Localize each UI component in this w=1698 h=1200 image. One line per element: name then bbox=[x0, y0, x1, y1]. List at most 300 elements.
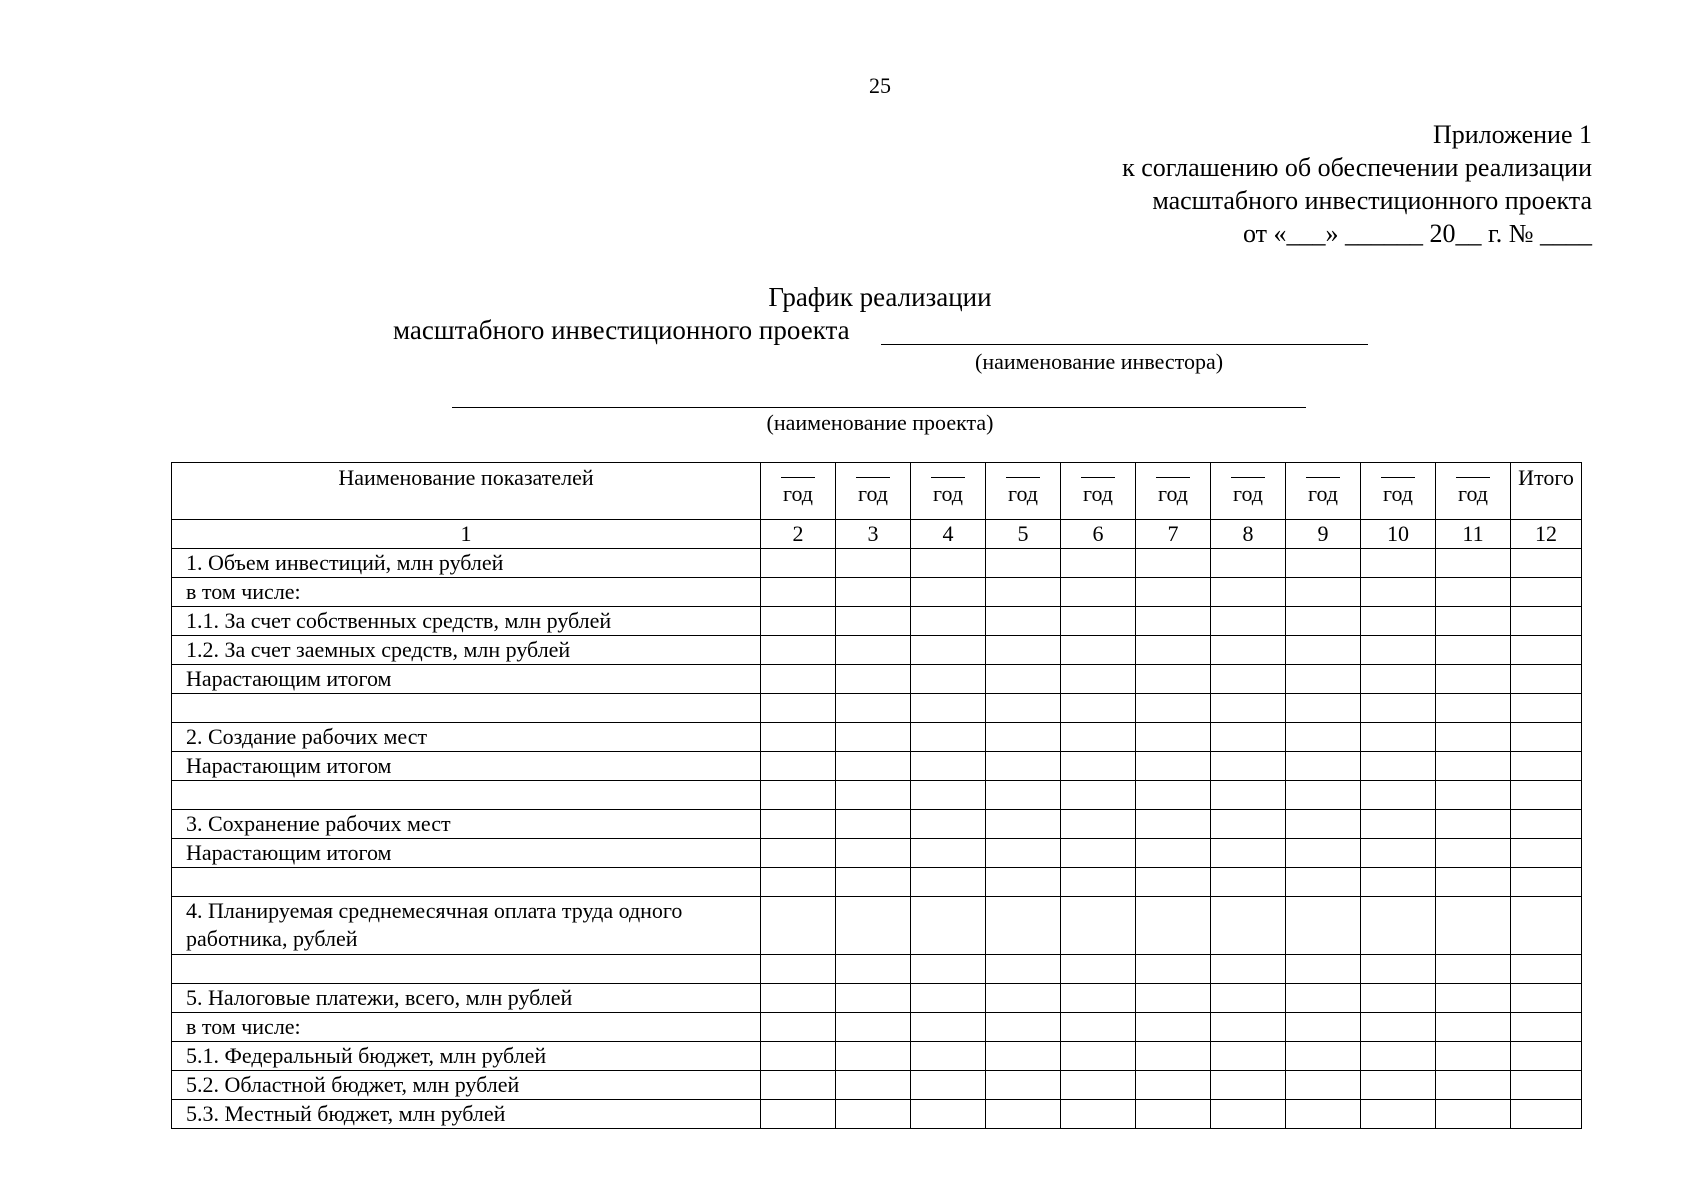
year-value-cell bbox=[1061, 897, 1136, 955]
year-value-cell bbox=[986, 549, 1061, 578]
year-value-cell bbox=[1136, 723, 1211, 752]
column-number: 10 bbox=[1361, 520, 1436, 549]
year-value-cell bbox=[1286, 1013, 1361, 1042]
total-cell bbox=[1511, 1100, 1582, 1129]
year-value-cell bbox=[911, 578, 986, 607]
year-label: год bbox=[1232, 481, 1264, 506]
year-value-cell bbox=[1061, 1013, 1136, 1042]
year-value-cell bbox=[986, 897, 1061, 955]
year-value-cell bbox=[1286, 1100, 1361, 1129]
column-number: 4 bbox=[911, 520, 986, 549]
table-row bbox=[172, 984, 1582, 1013]
appendix-line: масштабного инвестиционного проекта bbox=[1152, 186, 1592, 215]
total-cell bbox=[1511, 810, 1582, 839]
year-value-cell bbox=[1211, 636, 1286, 665]
year-value-cell bbox=[911, 1013, 986, 1042]
year-value-cell bbox=[986, 636, 1061, 665]
year-value-cell bbox=[761, 897, 836, 955]
year-value-cell bbox=[986, 810, 1061, 839]
indicator-name: 1.1. За счет собственных средств, млн рублей bbox=[172, 607, 761, 636]
year-value-cell bbox=[1136, 1013, 1211, 1042]
year-blank bbox=[856, 477, 890, 478]
header-year bbox=[1286, 463, 1361, 520]
year-value-cell bbox=[1211, 1042, 1286, 1071]
year-value-cell bbox=[986, 1042, 1061, 1071]
year-value-cell bbox=[1361, 694, 1436, 723]
total-cell bbox=[1511, 781, 1582, 810]
header-row bbox=[172, 463, 1582, 520]
table-row bbox=[172, 839, 1582, 868]
appendix-line: к соглашению об обеспечении реализации bbox=[1122, 153, 1592, 182]
year-value-cell bbox=[1286, 607, 1361, 636]
year-value-cell bbox=[911, 636, 986, 665]
header-year bbox=[1061, 463, 1136, 520]
year-value-cell bbox=[1061, 665, 1136, 694]
page-number: 25 bbox=[869, 73, 891, 98]
year-value-cell bbox=[1361, 897, 1436, 955]
year-value-cell bbox=[1211, 897, 1286, 955]
year-blank bbox=[1231, 477, 1265, 478]
year-value-cell bbox=[986, 665, 1061, 694]
year-value-cell bbox=[911, 607, 986, 636]
year-value-cell bbox=[1211, 549, 1286, 578]
year-value-cell bbox=[1436, 781, 1511, 810]
year-value-cell bbox=[761, 752, 836, 781]
indicator-name: 2. Создание рабочих мест bbox=[172, 723, 761, 752]
table-row bbox=[172, 723, 1582, 752]
year-value-cell bbox=[1061, 578, 1136, 607]
year-value-cell bbox=[911, 810, 986, 839]
column-number-row bbox=[172, 520, 1582, 549]
year-blank bbox=[781, 477, 815, 478]
year-value-cell bbox=[1361, 665, 1436, 694]
year-value-cell bbox=[1061, 1100, 1136, 1129]
indicator-name bbox=[172, 955, 761, 984]
year-value-cell bbox=[1211, 839, 1286, 868]
year-value-cell bbox=[1436, 810, 1511, 839]
year-value-cell bbox=[761, 1013, 836, 1042]
project-caption: (наименование проекта) bbox=[766, 410, 994, 435]
appendix-title: Приложение 1 bbox=[1432, 120, 1592, 149]
indicator-name: 5.2. Областной бюджет, млн рублей bbox=[172, 1071, 761, 1100]
year-value-cell bbox=[761, 607, 836, 636]
year-value-cell bbox=[1436, 1100, 1511, 1129]
year-value-cell bbox=[911, 665, 986, 694]
year-value-cell bbox=[1436, 723, 1511, 752]
year-value-cell bbox=[1286, 984, 1361, 1013]
table-row bbox=[172, 1100, 1582, 1129]
document-title: График реализации bbox=[768, 282, 992, 312]
total-cell bbox=[1511, 955, 1582, 984]
year-value-cell bbox=[911, 984, 986, 1013]
year-value-cell bbox=[1361, 810, 1436, 839]
year-label: год bbox=[1307, 481, 1339, 506]
year-value-cell bbox=[1211, 694, 1286, 723]
document-subtitle: масштабного инвестиционного проекта bbox=[393, 315, 850, 345]
column-number: 3 bbox=[836, 520, 911, 549]
total-cell bbox=[1511, 549, 1582, 578]
year-value-cell bbox=[986, 984, 1061, 1013]
year-value-cell bbox=[836, 752, 911, 781]
year-value-cell bbox=[836, 1100, 911, 1129]
total-cell bbox=[1511, 839, 1582, 868]
header-year bbox=[911, 463, 986, 520]
total-cell bbox=[1511, 984, 1582, 1013]
total-cell bbox=[1511, 868, 1582, 897]
year-value-cell bbox=[1286, 578, 1361, 607]
year-value-cell bbox=[911, 752, 986, 781]
year-value-cell bbox=[1211, 752, 1286, 781]
indicator-name bbox=[172, 868, 761, 897]
year-value-cell bbox=[1361, 1071, 1436, 1100]
total-cell bbox=[1511, 897, 1582, 955]
header-year bbox=[1436, 463, 1511, 520]
year-value-cell bbox=[836, 665, 911, 694]
year-blank bbox=[1456, 477, 1490, 478]
year-value-cell bbox=[1211, 665, 1286, 694]
header-total: Итого bbox=[1511, 463, 1582, 520]
year-value-cell bbox=[1286, 723, 1361, 752]
year-value-cell bbox=[836, 694, 911, 723]
year-value-cell bbox=[986, 752, 1061, 781]
year-value-cell bbox=[1136, 607, 1211, 636]
year-value-cell bbox=[911, 723, 986, 752]
year-value-cell bbox=[761, 578, 836, 607]
header-year bbox=[986, 463, 1061, 520]
year-value-cell bbox=[836, 984, 911, 1013]
year-value-cell bbox=[1361, 1042, 1436, 1071]
year-value-cell bbox=[1061, 636, 1136, 665]
year-blank bbox=[1006, 477, 1040, 478]
year-value-cell bbox=[1061, 781, 1136, 810]
year-value-cell bbox=[1136, 578, 1211, 607]
year-value-cell bbox=[836, 897, 911, 955]
year-value-cell bbox=[1436, 607, 1511, 636]
year-value-cell bbox=[1436, 694, 1511, 723]
year-value-cell bbox=[761, 839, 836, 868]
year-value-cell bbox=[1436, 549, 1511, 578]
year-value-cell bbox=[1436, 1042, 1511, 1071]
investor-caption: (наименование инвестора) bbox=[975, 349, 1224, 374]
table-row bbox=[172, 955, 1582, 984]
year-value-cell bbox=[836, 839, 911, 868]
year-value-cell bbox=[986, 1071, 1061, 1100]
total-cell bbox=[1511, 665, 1582, 694]
year-value-cell bbox=[1436, 984, 1511, 1013]
year-value-cell bbox=[911, 897, 986, 955]
year-value-cell bbox=[1286, 839, 1361, 868]
total-cell bbox=[1511, 1042, 1582, 1071]
column-number: 8 bbox=[1211, 520, 1286, 549]
year-value-cell bbox=[1286, 549, 1361, 578]
year-value-cell bbox=[836, 1042, 911, 1071]
year-value-cell bbox=[836, 636, 911, 665]
year-label: год bbox=[1007, 481, 1039, 506]
year-value-cell bbox=[1136, 694, 1211, 723]
year-blank bbox=[1156, 477, 1190, 478]
table-row bbox=[172, 868, 1582, 897]
indicator-name bbox=[172, 781, 761, 810]
table-row bbox=[172, 636, 1582, 665]
year-value-cell bbox=[836, 1013, 911, 1042]
year-value-cell bbox=[1136, 665, 1211, 694]
year-value-cell bbox=[911, 549, 986, 578]
year-value-cell bbox=[1211, 868, 1286, 897]
year-value-cell bbox=[1211, 578, 1286, 607]
year-value-cell bbox=[1436, 839, 1511, 868]
year-value-cell bbox=[1286, 1071, 1361, 1100]
year-value-cell bbox=[761, 984, 836, 1013]
year-value-cell bbox=[836, 810, 911, 839]
project-name-blank bbox=[452, 383, 1306, 408]
year-value-cell bbox=[986, 839, 1061, 868]
year-value-cell bbox=[1286, 868, 1361, 897]
year-value-cell bbox=[1136, 897, 1211, 955]
total-cell bbox=[1511, 1013, 1582, 1042]
year-value-cell bbox=[761, 810, 836, 839]
year-value-cell bbox=[986, 955, 1061, 984]
year-blank bbox=[1381, 477, 1415, 478]
year-value-cell bbox=[986, 781, 1061, 810]
year-value-cell bbox=[761, 636, 836, 665]
year-value-cell bbox=[911, 955, 986, 984]
total-cell bbox=[1511, 607, 1582, 636]
year-value-cell bbox=[1361, 781, 1436, 810]
year-value-cell bbox=[1061, 752, 1136, 781]
header-year bbox=[1361, 463, 1436, 520]
year-value-cell bbox=[1136, 1100, 1211, 1129]
year-value-cell bbox=[1136, 839, 1211, 868]
column-number: 6 bbox=[1061, 520, 1136, 549]
indicator-name: 5.1. Федеральный бюджет, млн рублей bbox=[172, 1042, 761, 1071]
year-value-cell bbox=[1211, 1100, 1286, 1129]
year-value-cell bbox=[986, 607, 1061, 636]
column-number: 9 bbox=[1286, 520, 1361, 549]
header-year bbox=[761, 463, 836, 520]
year-value-cell bbox=[1211, 607, 1286, 636]
year-value-cell bbox=[1361, 578, 1436, 607]
header-year bbox=[1211, 463, 1286, 520]
year-value-cell bbox=[1361, 868, 1436, 897]
year-value-cell bbox=[1361, 549, 1436, 578]
year-value-cell bbox=[1136, 781, 1211, 810]
column-number: 2 bbox=[761, 520, 836, 549]
table-row bbox=[172, 1013, 1582, 1042]
total-cell bbox=[1511, 752, 1582, 781]
column-number: 12 bbox=[1511, 520, 1582, 549]
year-value-cell bbox=[1286, 694, 1361, 723]
table-row bbox=[172, 694, 1582, 723]
year-value-cell bbox=[1136, 868, 1211, 897]
column-number: 5 bbox=[986, 520, 1061, 549]
indicator-name: Нарастающим итогом bbox=[172, 839, 761, 868]
year-value-cell bbox=[1061, 868, 1136, 897]
total-cell bbox=[1511, 694, 1582, 723]
year-value-cell bbox=[1061, 607, 1136, 636]
year-value-cell bbox=[1061, 984, 1136, 1013]
total-cell bbox=[1511, 723, 1582, 752]
year-value-cell bbox=[986, 868, 1061, 897]
year-value-cell bbox=[1436, 636, 1511, 665]
indicator-name: Нарастающим итогом bbox=[172, 752, 761, 781]
year-value-cell bbox=[1061, 723, 1136, 752]
year-label: год bbox=[1157, 481, 1189, 506]
year-value-cell bbox=[1136, 636, 1211, 665]
year-value-cell bbox=[1061, 1071, 1136, 1100]
year-value-cell bbox=[761, 665, 836, 694]
year-value-cell bbox=[836, 607, 911, 636]
year-value-cell bbox=[986, 1100, 1061, 1129]
year-value-cell bbox=[836, 549, 911, 578]
year-value-cell bbox=[1211, 810, 1286, 839]
year-value-cell bbox=[1211, 984, 1286, 1013]
year-value-cell bbox=[986, 1013, 1061, 1042]
indicator-name bbox=[172, 694, 761, 723]
year-label: год bbox=[782, 481, 814, 506]
year-value-cell bbox=[911, 781, 986, 810]
indicator-name: 4. Планируемая среднемесячная оплата труда одного работника, рублей bbox=[172, 897, 761, 955]
year-value-cell bbox=[1136, 752, 1211, 781]
year-value-cell bbox=[1361, 607, 1436, 636]
year-value-cell bbox=[911, 839, 986, 868]
year-label: год bbox=[857, 481, 889, 506]
year-value-cell bbox=[1136, 955, 1211, 984]
year-value-cell bbox=[911, 1071, 986, 1100]
schedule-table bbox=[171, 462, 1582, 1129]
year-value-cell bbox=[986, 694, 1061, 723]
year-value-cell bbox=[1286, 810, 1361, 839]
year-value-cell bbox=[1436, 1013, 1511, 1042]
year-value-cell bbox=[761, 1100, 836, 1129]
total-cell bbox=[1511, 1071, 1582, 1100]
year-value-cell bbox=[836, 955, 911, 984]
table-row bbox=[172, 607, 1582, 636]
indicator-name: в том числе: bbox=[172, 578, 761, 607]
indicator-name: 1.2. За счет заемных средств, млн рублей bbox=[172, 636, 761, 665]
indicator-name: 3. Сохранение рабочих мест bbox=[172, 810, 761, 839]
year-value-cell bbox=[836, 1071, 911, 1100]
appendix-date-line: от «___» ______ 20__ г. № ____ bbox=[1242, 219, 1592, 248]
year-value-cell bbox=[1436, 578, 1511, 607]
table-row bbox=[172, 549, 1582, 578]
year-value-cell bbox=[986, 723, 1061, 752]
header-year bbox=[1136, 463, 1211, 520]
total-cell bbox=[1511, 636, 1582, 665]
year-value-cell bbox=[761, 694, 836, 723]
year-value-cell bbox=[1361, 752, 1436, 781]
header-indicators: Наименование показателей bbox=[172, 463, 761, 520]
year-value-cell bbox=[1211, 1071, 1286, 1100]
year-value-cell bbox=[1211, 781, 1286, 810]
year-value-cell bbox=[836, 578, 911, 607]
table-row bbox=[172, 781, 1582, 810]
year-value-cell bbox=[1361, 955, 1436, 984]
year-value-cell bbox=[911, 1100, 986, 1129]
year-value-cell bbox=[1136, 1042, 1211, 1071]
year-label: год bbox=[932, 481, 964, 506]
year-value-cell bbox=[761, 549, 836, 578]
table-row bbox=[172, 578, 1582, 607]
year-label: год bbox=[1082, 481, 1114, 506]
year-value-cell bbox=[1436, 665, 1511, 694]
year-value-cell bbox=[836, 723, 911, 752]
year-value-cell bbox=[1286, 781, 1361, 810]
year-label: год bbox=[1457, 481, 1489, 506]
year-value-cell bbox=[1286, 955, 1361, 984]
year-value-cell bbox=[1211, 1013, 1286, 1042]
year-value-cell bbox=[911, 694, 986, 723]
year-value-cell bbox=[1361, 636, 1436, 665]
year-value-cell bbox=[761, 868, 836, 897]
year-value-cell bbox=[1061, 810, 1136, 839]
column-number: 7 bbox=[1136, 520, 1211, 549]
header-year bbox=[836, 463, 911, 520]
year-value-cell bbox=[1061, 694, 1136, 723]
investor-name-blank bbox=[881, 320, 1368, 345]
year-value-cell bbox=[836, 868, 911, 897]
year-blank bbox=[1306, 477, 1340, 478]
table-row bbox=[172, 897, 1582, 955]
year-value-cell bbox=[761, 781, 836, 810]
year-value-cell bbox=[911, 868, 986, 897]
table-row bbox=[172, 1071, 1582, 1100]
year-label: год bbox=[1382, 481, 1414, 506]
year-value-cell bbox=[1436, 752, 1511, 781]
table-row bbox=[172, 810, 1582, 839]
year-value-cell bbox=[1361, 984, 1436, 1013]
year-value-cell bbox=[761, 1071, 836, 1100]
year-value-cell bbox=[1136, 549, 1211, 578]
year-value-cell bbox=[1061, 549, 1136, 578]
indicator-name: Нарастающим итогом bbox=[172, 665, 761, 694]
table-row bbox=[172, 665, 1582, 694]
year-value-cell bbox=[1436, 1071, 1511, 1100]
total-cell bbox=[1511, 578, 1582, 607]
year-value-cell bbox=[1061, 1042, 1136, 1071]
year-value-cell bbox=[1436, 897, 1511, 955]
indicator-name: 5. Налоговые платежи, всего, млн рублей bbox=[172, 984, 761, 1013]
indicator-name: 5.3. Местный бюджет, млн рублей bbox=[172, 1100, 761, 1129]
year-value-cell bbox=[1361, 839, 1436, 868]
column-number: 1 bbox=[172, 520, 761, 549]
year-value-cell bbox=[761, 1042, 836, 1071]
year-value-cell bbox=[1136, 1071, 1211, 1100]
year-value-cell bbox=[1286, 665, 1361, 694]
table-row bbox=[172, 752, 1582, 781]
year-value-cell bbox=[1361, 723, 1436, 752]
year-value-cell bbox=[1136, 984, 1211, 1013]
year-value-cell bbox=[1211, 723, 1286, 752]
year-value-cell bbox=[761, 955, 836, 984]
year-value-cell bbox=[1286, 897, 1361, 955]
year-value-cell bbox=[1286, 752, 1361, 781]
year-value-cell bbox=[986, 578, 1061, 607]
year-value-cell bbox=[1436, 955, 1511, 984]
indicator-name: 1. Объем инвестиций, млн рублей bbox=[172, 549, 761, 578]
year-value-cell bbox=[1136, 810, 1211, 839]
year-value-cell bbox=[1061, 839, 1136, 868]
year-value-cell bbox=[1436, 868, 1511, 897]
year-value-cell bbox=[1211, 955, 1286, 984]
year-value-cell bbox=[1361, 1013, 1436, 1042]
year-value-cell bbox=[761, 723, 836, 752]
table-row bbox=[172, 1042, 1582, 1071]
year-value-cell bbox=[836, 781, 911, 810]
year-value-cell bbox=[1286, 636, 1361, 665]
indicator-name: в том числе: bbox=[172, 1013, 761, 1042]
column-number: 11 bbox=[1436, 520, 1511, 549]
year-value-cell bbox=[1061, 955, 1136, 984]
